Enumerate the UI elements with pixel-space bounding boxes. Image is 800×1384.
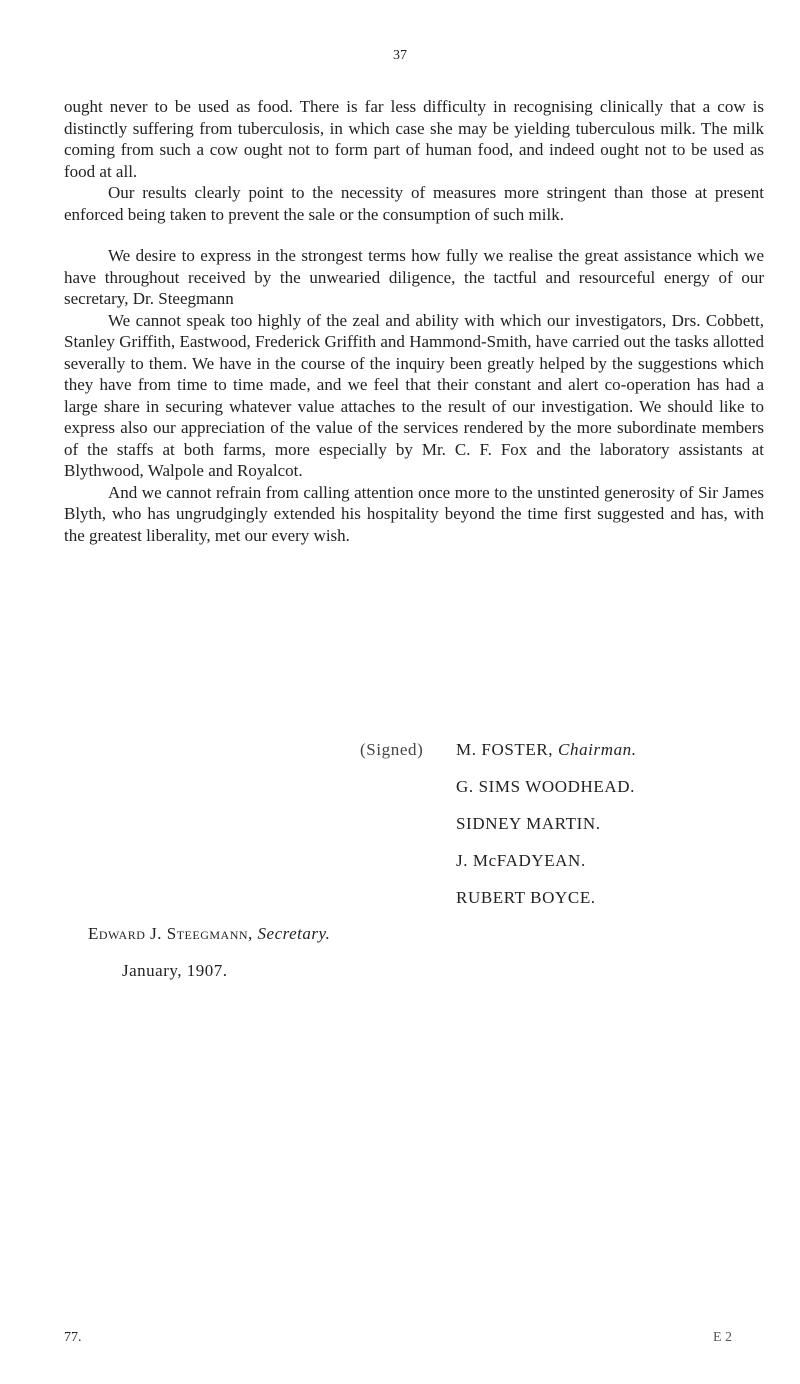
member-name: RUBERT BOYCE. xyxy=(456,888,596,907)
secretary-signature xyxy=(88,924,330,944)
chairman-signature xyxy=(360,740,637,777)
member-name: SIDNEY MARTIN. xyxy=(456,814,601,833)
chairman-title: Chairman. xyxy=(558,740,637,759)
footer-signature-mark: E 2 xyxy=(713,1330,733,1345)
secretary-name: Edward J. Steegmann, xyxy=(88,924,253,943)
report-date: January, 1907. xyxy=(122,961,228,980)
secretary-title: Secretary. xyxy=(257,924,331,943)
member-signature xyxy=(360,777,637,814)
paragraph-results: Our results clearly point to the necessity of measures more stringent than those at present enforced being taken to prevent the sale or the consumption of such milk. xyxy=(64,183,764,224)
chairman-name: M. FOSTER, xyxy=(456,740,554,759)
member-signature xyxy=(360,888,637,925)
page-number: 37 xyxy=(393,48,407,63)
footer-sheet-number: 77. xyxy=(64,1330,82,1345)
member-signature xyxy=(360,851,637,888)
member-signature xyxy=(360,814,637,851)
member-name: G. SIMS WOODHEAD. xyxy=(456,777,635,796)
paragraph-investigators: We cannot speak too highly of the zeal and ability with which our investigators, Drs. Cobbett, Stanley Griffith, Eastwood, Frederick Griffith and Hammond-Smith, have carried out the tasks allotted severally to them. We have in the course of the inquiry been greatly helped by the suggestions which they have from time to time made, and we feel that their constant and alert co-operation has had a large share in securing whatever value attaches to the result of our investigation. We should like to express also our appreciation of the value of the services rendered by the more subordinate members of the staffs at both farms, more especially by Mr. C. F. Fox and the laboratory assistants at Blythwood, Walpole and Royalcot. xyxy=(64,310,764,480)
paragraph-sir-james-blyth: And we cannot refrain from calling attention once more to the unstinted generosity of Sir James Blyth, who has ungrudgingly extended his hospitality beyond the time first suggested and has, with the greatest liberality, met our every wish. xyxy=(64,482,764,545)
report-body xyxy=(64,96,764,546)
paragraph-food-milk: ought never to be used as food. There is far less difficulty in recognising clinically that a cow is distinctly suffering from tuberculosis, in which case she may be yielding tuberculous milk. The milk coming from such a cow ought not to form part of human food, and indeed ought not to be used as food at all. xyxy=(64,97,764,181)
paragraph-secretary-thanks: We desire to express in the strongest terms how fully we realise the great assistance which we have throughout received by the unwearied diligence, the tactful and resourceful energy of our secretary, Dr. Steegmann xyxy=(64,246,764,308)
signature-block xyxy=(360,740,637,925)
signed-label: (Signed) xyxy=(360,740,424,759)
member-name: J. McFADYEAN. xyxy=(456,851,586,870)
